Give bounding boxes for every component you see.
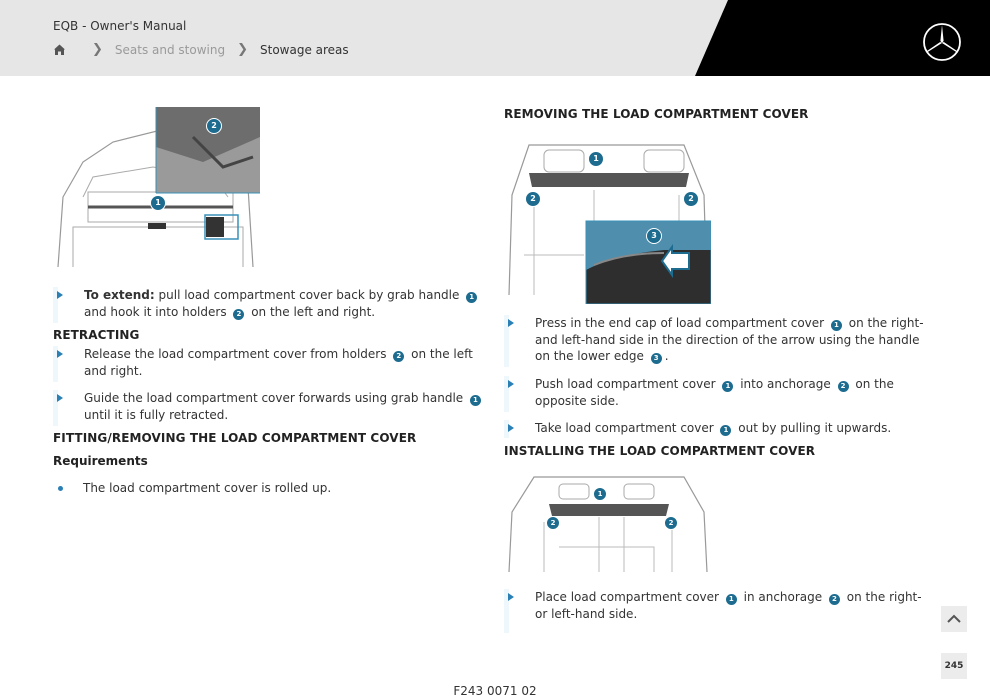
step-text: into anchorage	[736, 377, 835, 391]
step-retract-1	[53, 346, 484, 379]
step-text: on the right- or left-hand side.	[535, 590, 922, 621]
step-lead: To extend:	[84, 288, 155, 302]
step-text: on the opposite side.	[535, 377, 894, 408]
mercedes-star-logo[interactable]	[922, 22, 962, 62]
figure-label: 2	[664, 516, 678, 530]
breadcrumb-current: Stowage areas	[260, 42, 349, 57]
figure-label: 3	[646, 228, 662, 244]
step-text: on the left and right.	[84, 347, 473, 378]
figure-label: 1	[588, 151, 604, 167]
breadcrumb	[53, 42, 349, 57]
number-badge: 1	[831, 320, 842, 331]
step-text: until it is fully retracted.	[84, 407, 229, 422]
figure-removing-cover	[504, 135, 711, 304]
chevron-right-icon: ❯	[92, 42, 103, 57]
figure-label: 1	[150, 195, 166, 211]
step-text: Take load compartment cover	[535, 421, 718, 435]
step-text: pull load compartment cover back by grab handle	[154, 288, 464, 302]
step-text: and hook it into holders	[84, 304, 231, 319]
step-text: in anchorage	[739, 590, 826, 604]
chevron-up-icon	[941, 606, 967, 632]
section-heading-removing: REMOVING THE LOAD COMPARTMENT COVER	[504, 107, 809, 121]
figure-label: 2	[525, 191, 541, 207]
figure-label: 1	[593, 487, 607, 501]
number-badge: 1	[722, 381, 733, 392]
number-badge: 1	[720, 425, 731, 436]
step-install-1	[504, 589, 927, 622]
number-badge: 1	[466, 292, 477, 303]
doc-title: EQB - Owner's Manual	[53, 19, 187, 33]
step-text: Place load compartment cover	[535, 590, 723, 604]
number-badge: 2	[393, 351, 404, 362]
step-text: .	[664, 349, 669, 363]
step-text: Guide the load compartment cover forwards using grab handle	[84, 391, 467, 405]
header	[0, 0, 990, 76]
figure-label: 2	[683, 191, 699, 207]
step-remove-2	[504, 376, 935, 409]
home-icon[interactable]	[53, 43, 66, 56]
number-badge: 1	[470, 395, 481, 406]
step-extend	[53, 287, 484, 320]
page-number-button[interactable]: 245	[941, 653, 967, 679]
step-retract-2	[53, 390, 504, 423]
step-text: Push load compartment cover	[535, 377, 720, 391]
breadcrumb-link-seats[interactable]: Seats and stowing	[114, 42, 226, 57]
section-heading-installing: INSTALLING THE LOAD COMPARTMENT COVER	[504, 444, 816, 458]
number-badge: 1	[726, 594, 737, 605]
number-badge: 2	[233, 309, 244, 320]
step-text: out by pulling it upwards.	[734, 421, 892, 435]
chevron-right-icon: ❯	[237, 42, 248, 57]
number-badge: 2	[829, 594, 840, 605]
section-heading-retracting: RETRACTING	[53, 328, 140, 342]
step-text: Release the load compartment cover from holders	[84, 347, 391, 361]
figure-installing-cover	[504, 472, 711, 578]
figure-label: 2	[546, 516, 560, 530]
step-text: on the left and right.	[247, 304, 376, 319]
section-heading-fitting: FITTING/REMOVING THE LOAD COMPARTMENT COVER	[53, 431, 417, 445]
scroll-to-top-button[interactable]	[941, 606, 967, 632]
step-remove-3	[504, 420, 935, 437]
number-badge: 2	[838, 381, 849, 392]
figure-code: F243 0071 02	[453, 684, 537, 698]
requirement-item: The load compartment cover is rolled up.	[53, 480, 483, 497]
figure-label: 2	[206, 118, 222, 134]
step-text: Press in the end cap of load compartment cover	[535, 316, 828, 330]
step-remove-1	[504, 315, 927, 365]
figure-extend-cover	[53, 107, 260, 276]
step-text: on the right- and left-hand side in the direction of the arrow using the handle on the lower edge	[535, 316, 924, 363]
number-badge: 3	[651, 353, 662, 364]
requirements-heading: Requirements	[53, 454, 148, 468]
